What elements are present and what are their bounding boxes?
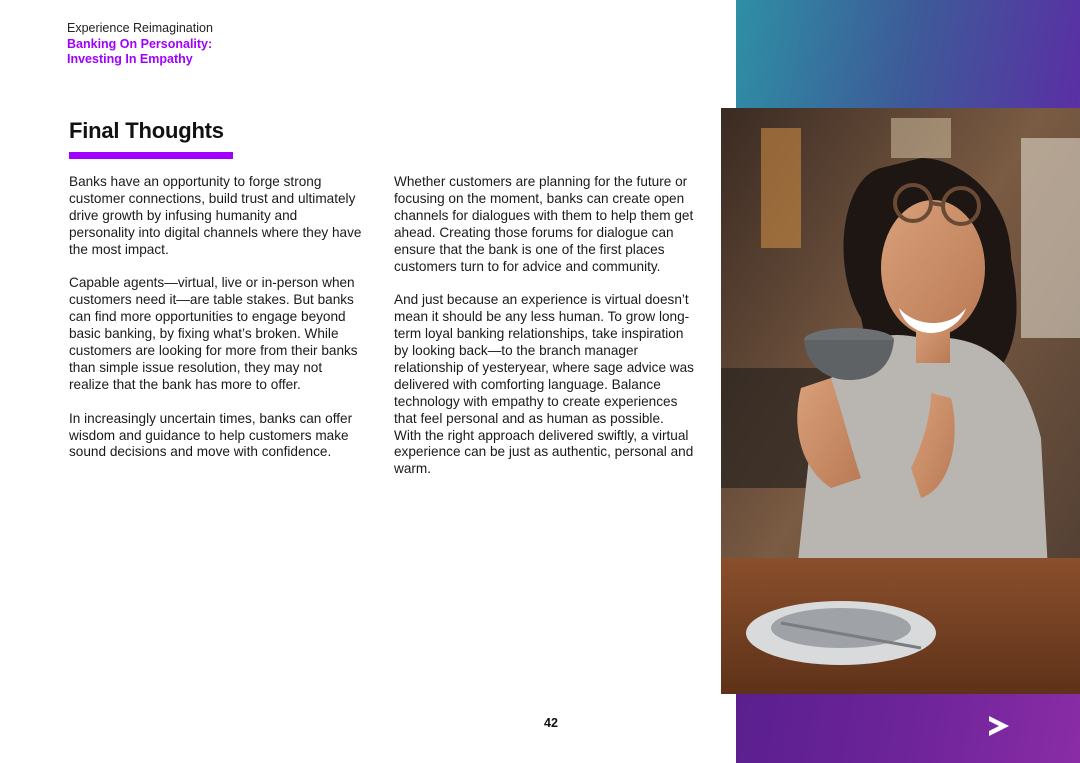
right-paragraph-2: And just because an experience is virtual doesn’t mean it should be any less human. To grow long-term loyal banking relationships, take inspiration by looking back—to the branch manager relationship of yesteryear, where sage advice was delivered with comforting language. Balance technology with empathy to create experiences that feel personal and as human as possible. With the right approach delivered swiftly, a virtual experience can be just as authentic, personal and warm.: [394, 292, 694, 477]
document-header: [67, 21, 213, 68]
subtitle-line-2: Investing In Empathy: [67, 52, 193, 66]
left-paragraph-2: Capable agents—virtual, live or in-person when customers need it—are table stakes. But banks can find more opportunities to engage beyond basic banking, by fixing what’s broken. While customers are looking for more from their banks than simple issue resolution, they may not realize that the bank has more to offer.: [69, 275, 358, 392]
section-label: Experience Reimagination: [67, 21, 213, 35]
subtitle-line-1: Banking On Personality:: [67, 36, 213, 51]
woman-with-cup-illustration: [721, 108, 1080, 694]
page-number: 42: [544, 716, 558, 730]
left-paragraph-3: In increasingly uncertain times, banks can offer wisdom and guidance to help customers make sound decisions and move with confidence.: [69, 410, 353, 460]
title-underline: [69, 152, 233, 159]
chevron-right-icon[interactable]: [986, 713, 1012, 744]
right-paragraph-1: Whether customers are planning for the future or focusing on the moment, banks can create open channels for dialogues with them to help them get ahead. Creating those forums for dialogue can ensure that the bank is one of the first places customers turn to for advice and community.: [394, 174, 694, 274]
bottom-gradient-block: [736, 694, 1080, 763]
right-column: [394, 174, 694, 495]
left-column: [69, 174, 364, 478]
page-title: Final Thoughts: [69, 118, 224, 143]
left-paragraph-1: Banks have an opportunity to forge strong customer connections, build trust and ultimately drive growth by infusing humanity and personality into digital channels where they have the most impact.: [69, 174, 362, 257]
cafe-photo: [721, 108, 1080, 694]
top-gradient-block: [736, 0, 1080, 108]
